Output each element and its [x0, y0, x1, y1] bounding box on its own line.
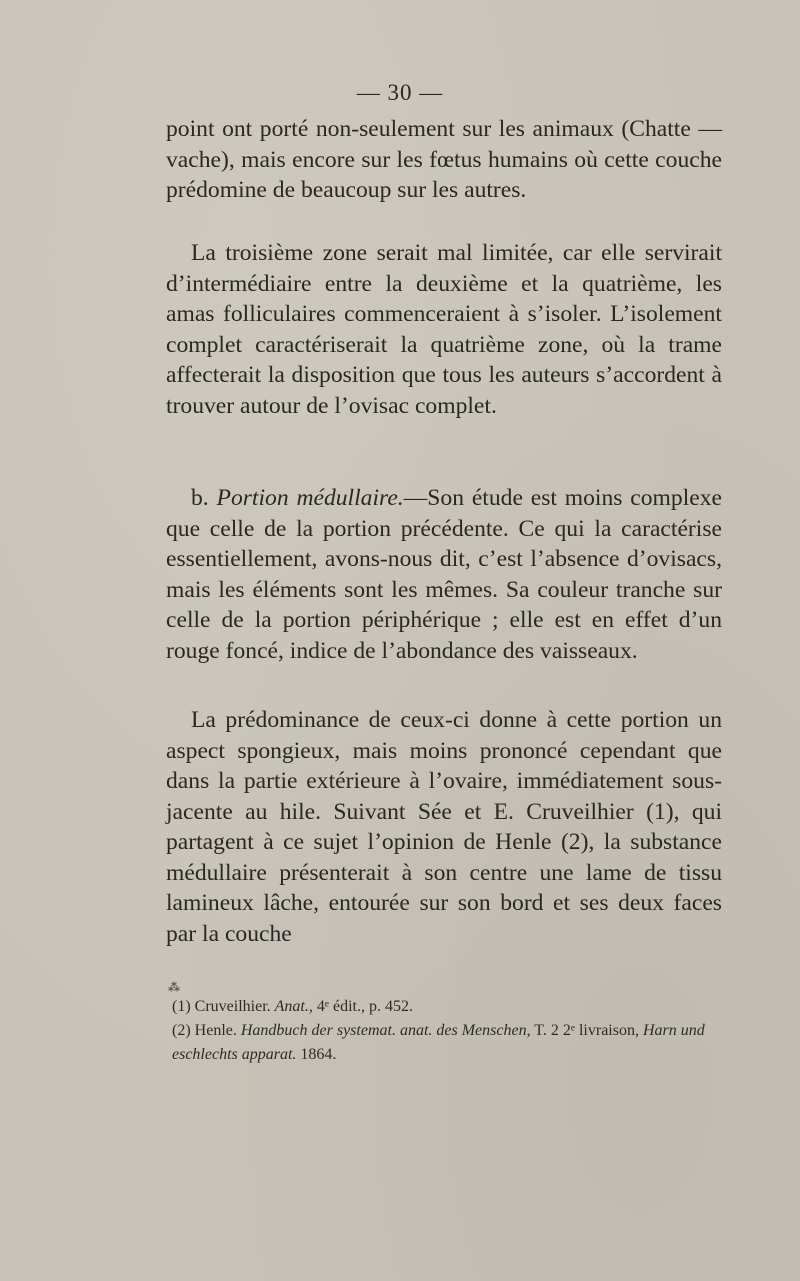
paragraph-1 — [166, 114, 722, 206]
footnote-2 — [166, 1019, 722, 1067]
footnote-2-title: Handbuch der systemat. anat. des Menschen — [240, 1022, 527, 1039]
footnotes — [166, 995, 722, 1067]
footnote-2-mid: , T. 2 2ᵉ livraison, — [526, 1022, 639, 1039]
paragraph-3-body: —Son étude est moins complexe que celle de la portion précédente. Ce qui la caractérise essentiellement, avons-nous dit, c’est l’absence d’ovisacs, mais les éléments sont les mêmes. Sa couleur tranche sur celle de la portion périphérique ; elle est en effet d’un rouge foncé, indice de l’abondance des vaisseaux. — [166, 485, 722, 664]
paragraph-2-text: La troisième zone serait mal limitée, car elle servirait d’intermédiaire entre la deuxième et la quatrième, les amas folliculaires commenceraient à s’isoler. L’isolement complet caractériserait la quatrième zone, où la trame affecterait la disposition que tous les auteurs s’accordent à trouver autour de l’ovisac complet. — [166, 240, 722, 419]
footnote-1-title: Anat. — [274, 998, 309, 1015]
footnote-1-number: (1) — [172, 998, 191, 1015]
paragraph-2 — [166, 238, 722, 421]
footnote-2-year: 1864. — [300, 1046, 337, 1063]
footnote-1-rest: , 4ᵉ édit., p. 452. — [308, 998, 413, 1015]
paragraph-portion-medullaire — [166, 483, 722, 666]
paragraph-1-text: point ont porté non-seulement sur les animaux (Chatte — vache), mais encore sur les fœtus humains où cette couche prédomine de beaucoup sur les autres. — [166, 116, 722, 203]
paragraph-3-text — [166, 483, 722, 666]
page-number: — 30 — — [356, 80, 444, 105]
section-label: b. — [191, 485, 209, 511]
footnote-separator-mark: ⁂ — [168, 980, 180, 994]
section-heading: Portion médullaire. — [216, 485, 404, 511]
footnote-2-author: Henle. — [194, 1022, 237, 1039]
footnote-1 — [166, 995, 722, 1019]
footnote-2-number: (2) — [172, 1022, 191, 1039]
footnote-2-title-2: Harn und eschlechts apparat. — [172, 1022, 705, 1063]
paragraph-4-text: La prédominance de ceux-ci donne à cette portion un aspect spongieux, mais moins prononcé cependant que dans la partie extérieure à l’ovaire, immédiatement sous-jacente au hile. Suivant Sée et E. Cruveilhier (1), qui partagent à ce sujet l’opinion de Henle (2), la substance médullaire présenterait à son centre une lame de tissu lamineux lâche, entourée sur son bord et ses deux faces par la couche — [166, 707, 722, 947]
paragraph-4 — [166, 705, 722, 949]
footnote-1-author: Cruveilhier. — [194, 998, 271, 1015]
